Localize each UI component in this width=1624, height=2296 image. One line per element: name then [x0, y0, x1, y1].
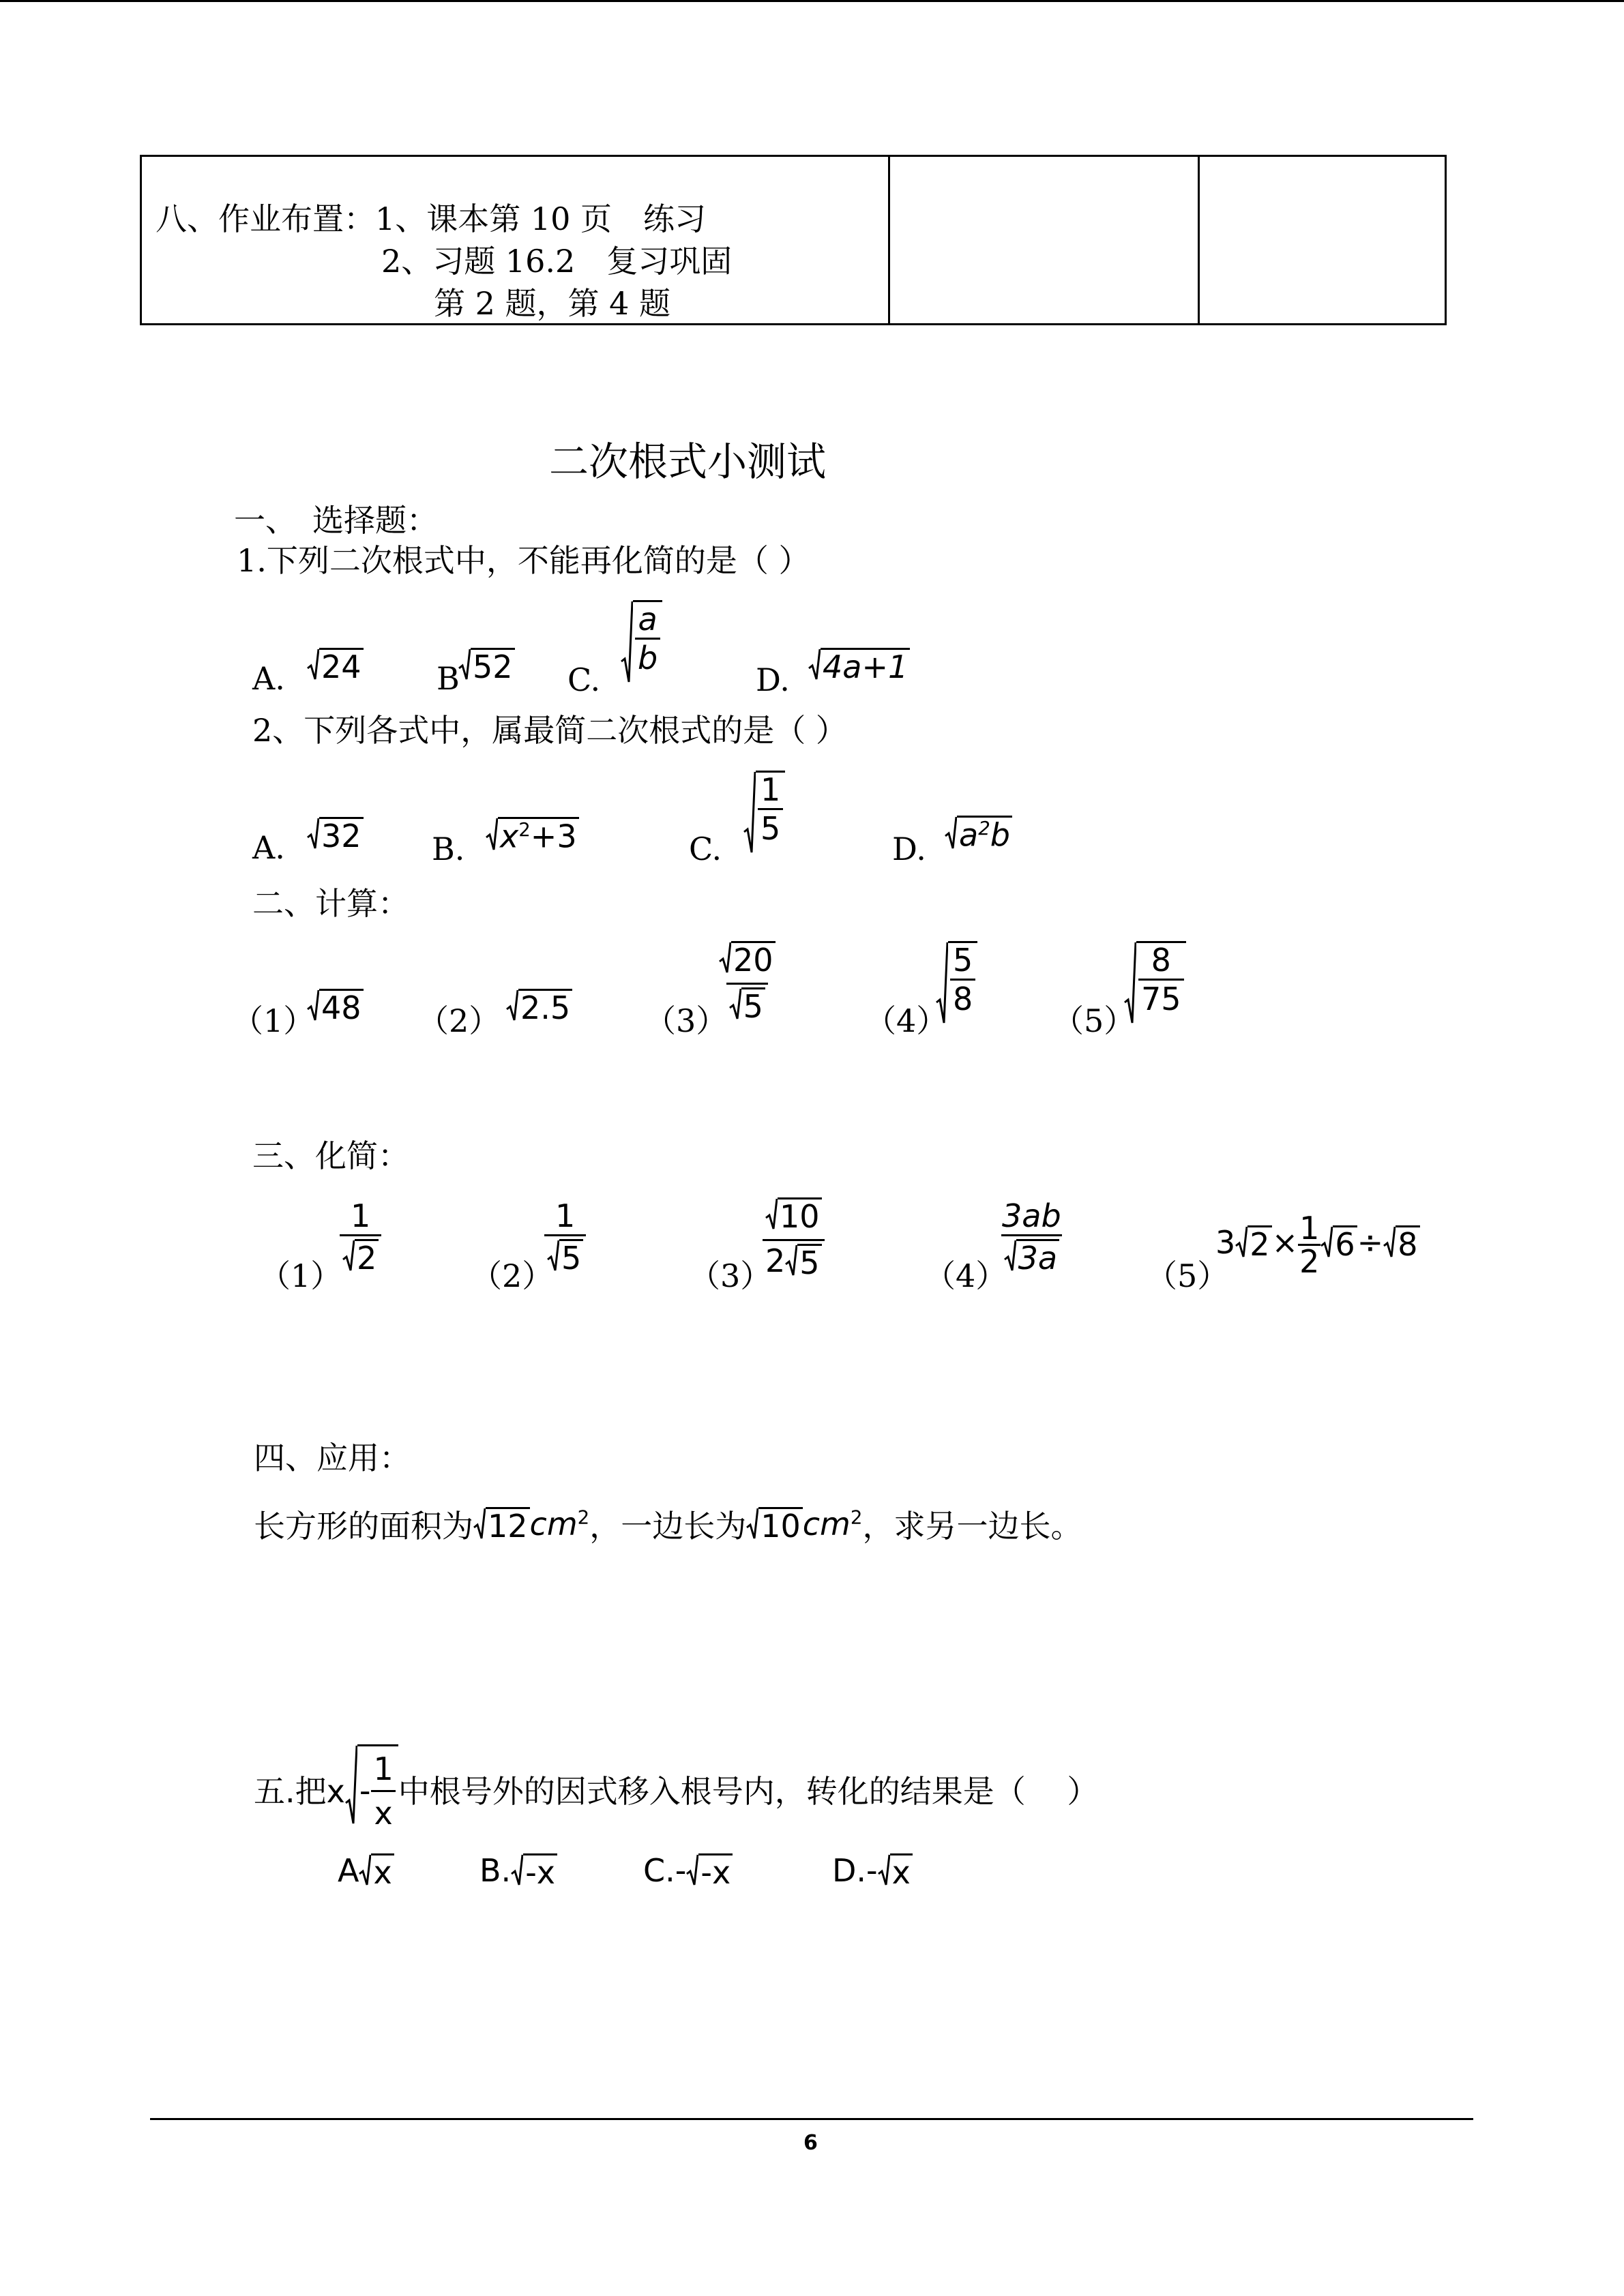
q1-option-a — [307, 648, 364, 687]
homework-line-1: 八、作业布置：1、课本第 10 页 练习 — [156, 200, 707, 237]
radical-sign-icon — [307, 989, 319, 1028]
q2-label-c: C. — [689, 831, 722, 867]
quiz-title: 二次根式小测试 — [549, 438, 827, 485]
q1-label-a: A. — [252, 660, 285, 697]
q2-option-d — [945, 816, 1012, 856]
simp-5 — [1215, 1210, 1420, 1280]
simp-label-5: （5） — [1146, 1257, 1229, 1294]
simp-2 — [544, 1197, 586, 1278]
calc-5-num: 8 — [1151, 942, 1171, 979]
q1-text: 1.下列二次根式中，不能再化简的是（ ） — [237, 542, 810, 579]
calc-5-den: 75 — [1138, 979, 1184, 1015]
q1-a-radicand: 24 — [319, 648, 364, 687]
calc-3-num: 20 — [731, 941, 776, 980]
section-1-heading: 一、 选择题： — [234, 502, 438, 539]
q2-text: 2、下列各式中，属最简二次根式的是（ ） — [252, 712, 847, 749]
calc-label-2: （2） — [417, 1002, 501, 1039]
calc-1 — [307, 989, 364, 1028]
q1-c-den: b — [635, 638, 660, 674]
calc-4 — [936, 941, 977, 1030]
top-rule — [0, 0, 1624, 2]
q2-label-a: A. — [252, 829, 285, 866]
section-3-heading: 三、化简： — [252, 1137, 409, 1174]
calc-3-den: 5 — [741, 987, 765, 1026]
q2-b-x: x — [500, 818, 519, 855]
radical-sign-icon — [1235, 1225, 1247, 1264]
app-unit-1-exp: 2 — [577, 1506, 590, 1529]
app-unit-2-exp: 2 — [850, 1506, 863, 1529]
sec5-minus: - — [359, 1772, 371, 1809]
calc-4-den: 8 — [950, 979, 975, 1015]
sec5-label-c: C. — [643, 1852, 675, 1889]
homework-cell — [141, 156, 889, 325]
simp-4-den: 3a — [1016, 1239, 1059, 1278]
sec5-b-radicand: -x — [523, 1853, 557, 1892]
radical-sign-icon — [506, 989, 518, 1028]
sec5-label-b: B. — [479, 1852, 512, 1889]
simp-label-3: （3） — [689, 1257, 772, 1294]
table-empty-cell-1 — [889, 156, 1199, 325]
simp-3-den: 5 — [797, 1244, 821, 1283]
radical-sign-icon — [307, 817, 319, 856]
app-text-a: 长方形的面积为 — [254, 1508, 473, 1545]
radical-sign-icon — [307, 648, 319, 687]
sec5-a-radicand: x — [371, 1853, 394, 1892]
radical-sign-icon — [746, 1507, 758, 1546]
simp-1-num: 1 — [351, 1197, 371, 1234]
app-text-b: ，一边长为 — [589, 1508, 747, 1545]
sec5-option-b — [479, 1853, 557, 1892]
sec5-c-radicand: -x — [698, 1853, 733, 1892]
simp-4 — [999, 1197, 1064, 1278]
radical-sign-icon — [719, 941, 731, 980]
q2-b-plus3: +3 — [530, 818, 577, 855]
simp-5-coef: 3 — [1215, 1224, 1236, 1261]
q1-d-radicand: 4a+1 — [821, 648, 910, 687]
q1-c-num: a — [638, 601, 658, 638]
sec5-label-a: A — [338, 1852, 359, 1889]
application-question — [254, 1507, 1082, 1546]
radical-sign-icon — [765, 1197, 778, 1236]
calc-4-num: 5 — [953, 942, 973, 979]
sec5-frac-den: x — [371, 1790, 395, 1832]
calc-label-1: （1） — [232, 1002, 315, 1039]
q2-label-d: D. — [892, 831, 926, 867]
calc-1-value: 48 — [319, 989, 364, 1028]
radical-sign-icon — [743, 771, 756, 860]
app-text-c: ，求另一边长。 — [862, 1508, 1082, 1545]
app-side-value: 10 — [758, 1507, 803, 1546]
calc-2 — [506, 989, 572, 1028]
sec5-option-c — [643, 1853, 733, 1892]
q2-c-den: 5 — [758, 808, 783, 844]
q2-d-b: b — [990, 816, 1010, 854]
radical-sign-icon — [686, 1853, 698, 1892]
radical-sign-icon — [458, 648, 471, 687]
radical-sign-icon — [1320, 1225, 1333, 1264]
simp-5-r1: 2 — [1247, 1225, 1271, 1264]
calc-5 — [1124, 941, 1186, 1030]
simp-label-4: （4） — [924, 1257, 1007, 1294]
radical-sign-icon — [1004, 1239, 1016, 1278]
radical-sign-icon — [486, 817, 498, 857]
radical-sign-icon — [342, 1239, 355, 1278]
simp-5-half-num: 1 — [1299, 1210, 1320, 1247]
simp-1 — [340, 1197, 381, 1278]
radical-sign-icon — [621, 600, 633, 689]
q1-label-b: B — [437, 660, 460, 697]
q2-option-c — [743, 771, 785, 860]
simp-3-num: 10 — [778, 1197, 822, 1236]
q1-label-d: D. — [756, 661, 790, 698]
radical-sign-icon — [547, 1239, 559, 1278]
table-empty-cell-2 — [1199, 156, 1446, 325]
simp-5-half-den: 2 — [1299, 1243, 1320, 1280]
times-sign: × — [1271, 1224, 1299, 1261]
radical-sign-icon — [511, 1853, 523, 1892]
radical-sign-icon — [473, 1507, 486, 1546]
simp-label-1: （1） — [259, 1257, 342, 1294]
sec5-d-radicand: x — [890, 1853, 913, 1892]
radical-sign-icon — [878, 1853, 890, 1892]
page-number: 6 — [803, 2131, 818, 2155]
q2-option-b — [486, 817, 579, 857]
sec5-lead: 五.把x — [254, 1772, 345, 1810]
q2-d-exp: 2 — [978, 817, 990, 839]
sec5-frac-num: 1 — [373, 1750, 394, 1787]
q2-option-a — [307, 817, 364, 856]
q1-option-b — [458, 648, 515, 687]
q2-d-a: a — [959, 816, 979, 854]
simp-5-r2: 6 — [1333, 1225, 1357, 1264]
homework-line-2: 2、习题 16.2 复习巩固 — [381, 243, 733, 280]
app-area-value: 12 — [486, 1507, 530, 1546]
calc-label-5: （5） — [1052, 1002, 1136, 1039]
homework-line-3: 第 2 题，第 4 题 — [434, 285, 671, 322]
calc-3 — [716, 941, 778, 1026]
sec5-d-minus: - — [866, 1852, 878, 1889]
radical-sign-icon — [945, 816, 957, 856]
simp-3-den-coef: 2 — [765, 1242, 786, 1279]
radical-sign-icon — [729, 987, 741, 1026]
calc-2-value: 2.5 — [518, 989, 572, 1028]
q1-b-radicand: 52 — [471, 648, 515, 687]
calc-label-3: （3） — [645, 1002, 728, 1039]
simp-3 — [763, 1197, 825, 1283]
simp-2-num: 1 — [555, 1197, 576, 1234]
q1-option-c — [621, 600, 662, 689]
q2-b-exp: 2 — [518, 818, 531, 841]
radical-sign-icon — [1383, 1225, 1396, 1264]
section-4-heading: 四、应用： — [254, 1440, 411, 1476]
radical-sign-icon — [359, 1853, 371, 1892]
section-5-question — [254, 1744, 1098, 1834]
simp-label-2: （2） — [471, 1257, 554, 1294]
simp-1-den: 2 — [355, 1239, 379, 1278]
q2-c-num: 1 — [761, 771, 781, 808]
calc-label-4: （4） — [865, 1002, 948, 1039]
radical-sign-icon — [345, 1744, 357, 1834]
homework-table — [140, 155, 1447, 325]
q1-label-c: C. — [567, 661, 601, 698]
divide-sign: ÷ — [1357, 1224, 1384, 1261]
sec5-text: 中根号外的因式移入根号内，转化的结果是（ ） — [398, 1772, 1099, 1810]
radical-sign-icon — [785, 1244, 797, 1283]
sec5-option-a — [338, 1853, 394, 1892]
simp-4-num: 3ab — [1002, 1197, 1061, 1234]
q2-label-b: B. — [432, 831, 465, 867]
app-unit-1: cm — [529, 1506, 578, 1542]
sec5-option-d — [832, 1853, 913, 1892]
radical-sign-icon — [936, 941, 948, 1030]
radical-sign-icon — [1124, 941, 1136, 1030]
simp-5-r3: 8 — [1396, 1225, 1419, 1264]
sec5-label-d: D. — [832, 1852, 867, 1889]
q2-a-radicand: 32 — [319, 817, 364, 856]
app-unit-2: cm — [802, 1506, 851, 1542]
footer-rule — [150, 2118, 1473, 2120]
simp-2-den: 5 — [559, 1239, 583, 1278]
radical-sign-icon — [808, 648, 821, 687]
sec5-c-minus: - — [675, 1852, 687, 1889]
section-2-heading: 二、计算： — [252, 885, 409, 922]
q1-option-d — [808, 648, 910, 687]
